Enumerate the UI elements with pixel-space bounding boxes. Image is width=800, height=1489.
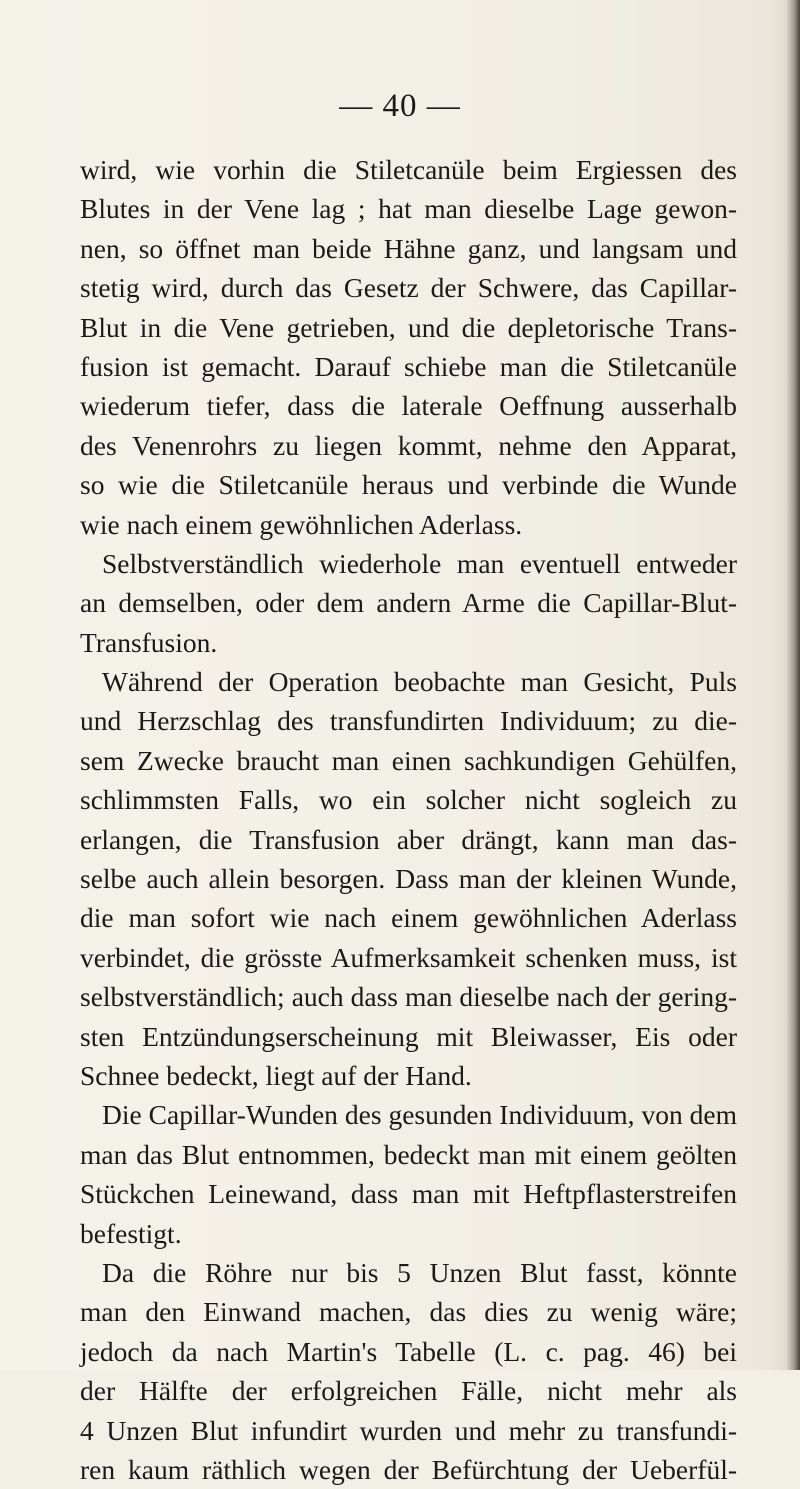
page-edge-shadow [786, 0, 800, 1370]
text-line: Schnee bedeckt, liegt auf der Hand. [80, 1059, 472, 1091]
text-line: wiederum tiefer, dass die laterale Oeffnung ausserhalb [80, 390, 737, 422]
text-line: nen, so öffnet man beide Hähne ganz, und langsam und [80, 232, 737, 264]
text-line: erlangen, die Transfusion aber drängt, kann man das- [80, 823, 737, 855]
text-line: die man sofort wie nach einem gewöhnlichen Aderlass [80, 902, 737, 934]
text-line: Da die Röhre nur bis 5 Unzen Blut fasst, könnte [102, 1256, 737, 1288]
text-line: Während der Operation beobachte man Gesicht, Puls [102, 666, 737, 698]
text-line: der Hälfte der erfolgreichen Fälle, nicht mehr als [80, 1375, 737, 1407]
text-line: man das Blut entnommen, bedeckt man mit einem geölten [80, 1138, 737, 1170]
text-line: Die Capillar-Wunden des gesunden Individuum, von dem [102, 1099, 737, 1131]
text-line: befestigt. [80, 1217, 182, 1249]
text-line: stetig wird, durch das Gesetz der Schwere, das Capillar- [80, 272, 737, 304]
text-line: wird, wie vorhin die Stiletcanüle beim Ergiessen des [80, 154, 737, 185]
text-line: sten Entzündungserscheinung mit Bleiwasser, Eis oder [80, 1020, 737, 1052]
text-line: Blut in die Vene getrieben, und die depletorische Trans- [80, 311, 737, 343]
text-line: an demselben, oder dem andern Arme die Capillar-Blut- [80, 587, 737, 619]
text-line: wie nach einem gewöhnlichen Aderlass. [80, 508, 523, 540]
text-line: 4 Unzen Blut infundirt wurden und mehr zu transfundi- [80, 1414, 737, 1446]
text-line: und Herzschlag des transfundirten Individuum; zu die- [80, 705, 737, 737]
text-line: so wie die Stiletcanüle heraus und verbinde die Wunde [80, 469, 737, 501]
text-line: ren kaum räthlich wegen der Befürchtung der Ueberfül- [80, 1453, 737, 1485]
text-line: Selbstverständlich wiederhole man eventuell entweder [102, 547, 737, 579]
text-line: Blutes in der Vene lag ; hat man dieselbe Lage gewon- [80, 193, 737, 225]
body-text [80, 150, 737, 1489]
text-line: selbstverständlich; auch dass man dieselbe nach der gering- [80, 981, 737, 1013]
text-line: des Venenrohrs zu liegen kommt, nehme den Apparat, [80, 429, 737, 461]
text-line: selbe auch allein besorgen. Dass man der kleinen Wunde, [80, 863, 737, 895]
text-line: jedoch da nach Martin's Tabelle (L. c. pag. 46) bei [80, 1335, 737, 1367]
page-number: — 40 — [339, 88, 461, 124]
text-line: fusion ist gemacht. Darauf schiebe man die Stiletcanüle [80, 350, 737, 382]
text-line: schlimmsten Falls, wo ein solcher nicht sogleich zu [80, 784, 737, 816]
text-line: man den Einwand machen, das dies zu wenig wäre; [80, 1296, 737, 1328]
text-line: verbindet, die grösste Aufmerksamkeit schenken muss, ist [80, 941, 737, 973]
text-line: sem Zwecke braucht man einen sachkundigen Gehülfen, [80, 744, 737, 776]
text-line: Transfusion. [80, 626, 218, 658]
text-line: Stückchen Leinewand, dass man mit Heftpflasterstreifen [80, 1178, 737, 1210]
